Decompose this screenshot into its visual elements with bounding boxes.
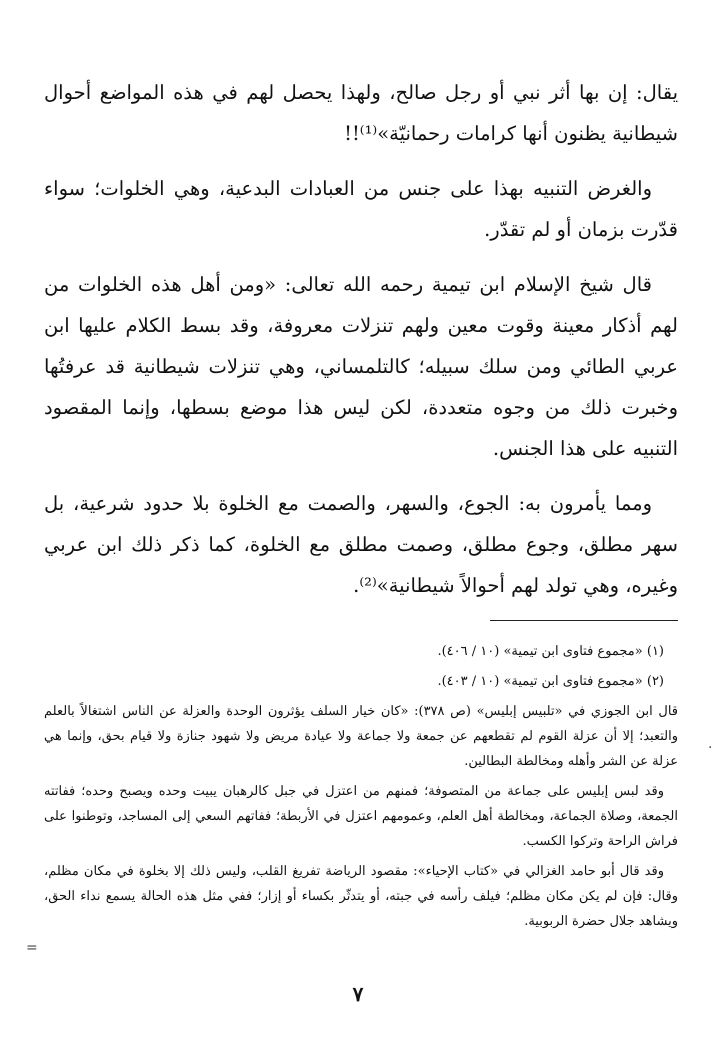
footnote-separator <box>490 620 678 621</box>
main-paragraph-3: قال شيخ الإسلام ابن تيمية رحمه الله تعالى: «ومن أهل هذه الخلوات من لهم أذكار معينة وقوت معين ولهم تنزلات معروفة، وقد بسط الكلام عليها ابن عربي الطائي ومن سلك سبيله؛ كالتلمساني، وهي تنزلات شيطانية قد عرفتُها وخبرت ذلك من وجوه متعددة، لكن ليس هذا موضع بسطها، وإنما المقصود التنبيه على هذا الجنس. <box>44 273 678 460</box>
book-page <box>44 72 678 939</box>
main-paragraph-2: والغرض التنبيه بهذا على جنس من العبادات البدعية، وهي الخلوات؛ سواء قدّرت بزمان أو لم تقدّر. <box>44 177 678 241</box>
margin-mark-left: = <box>26 940 38 956</box>
footnote-paragraph-1: قال ابن الجوزي في «تلبيس إبليس» (ص ٣٧٨): «كان خيار السلف يؤثرون الوحدة والعزلة عن الناس اشتغالاً بالعلم والتعبد؛ إلا أن عزلة القوم لم تقطعهم عن جمعة ولا جماعة ولا عيادة مريض ولا شهود جنازة ولا قيام بحق، وإنما هي عزلة عن الشر وأهله ومخالطة البطالين. <box>44 704 678 769</box>
footnote-paragraph-3: وقد قال أبو حامد الغزالي في «كتاب الإحياء»: مقصود الرياضة تفريغ القلب، وليس ذلك إلا بخلوة في مكان مظلم، وقال: فإن لم يكن مكان مظلم؛ فيلف رأسه في جبته، أو يتدثّر بكساء أو إزار؛ ففي مثل هذه الحالة يسمع نداء الحق، ويشاهد جلال حضرة الربوبية. <box>44 864 678 929</box>
page-number: ٧ <box>352 982 364 1006</box>
footnotes <box>44 639 678 934</box>
main-text <box>44 72 678 606</box>
margin-mark-right: · <box>708 740 713 756</box>
footnote-paragraph-2: وقد لبس إبليس على جماعة من المتصوفة؛ فمنهم من اعتزل في جبل كالرهبان يبيت وحده ويصبح وحده؛ ففاتته الجمعة، وصلاة الجماعة، ومخالطة أهل العلم، وعمومهم اعتزل في الأربطة؛ ففاتهم السعي إلى المساجد، وتوطنوا على فراش الراحة وتركوا الكسب. <box>44 784 678 849</box>
footnote-ref-1: (١) «مجموع فتاوى ابن تيمية» (١٠ / ٤٠٦). <box>437 644 664 659</box>
main-paragraph-1: يقال: إن بها أثر نبي أو رجل صالح، ولهذا يحصل لهم في هذه المواضع أحوال شيطانية يظنون أنها كرامات رحمانيّة»⁽¹⁾!! <box>44 81 678 145</box>
main-paragraph-4: ومما يأمرون به: الجوع، والسهر، والصمت مع الخلوة بلا حدود شرعية، بل سهر مطلق، وجوع مطلق، وصمت مطلق مع الخلوة، كما ذكر ذلك ابن عربي وغيره، وهي تولد لهم أحوالاً شيطانية»⁽²⁾. <box>44 492 678 597</box>
footnote-ref-2: (٢) «مجموع فتاوى ابن تيمية» (١٠ / ٤٠٣). <box>437 674 664 689</box>
